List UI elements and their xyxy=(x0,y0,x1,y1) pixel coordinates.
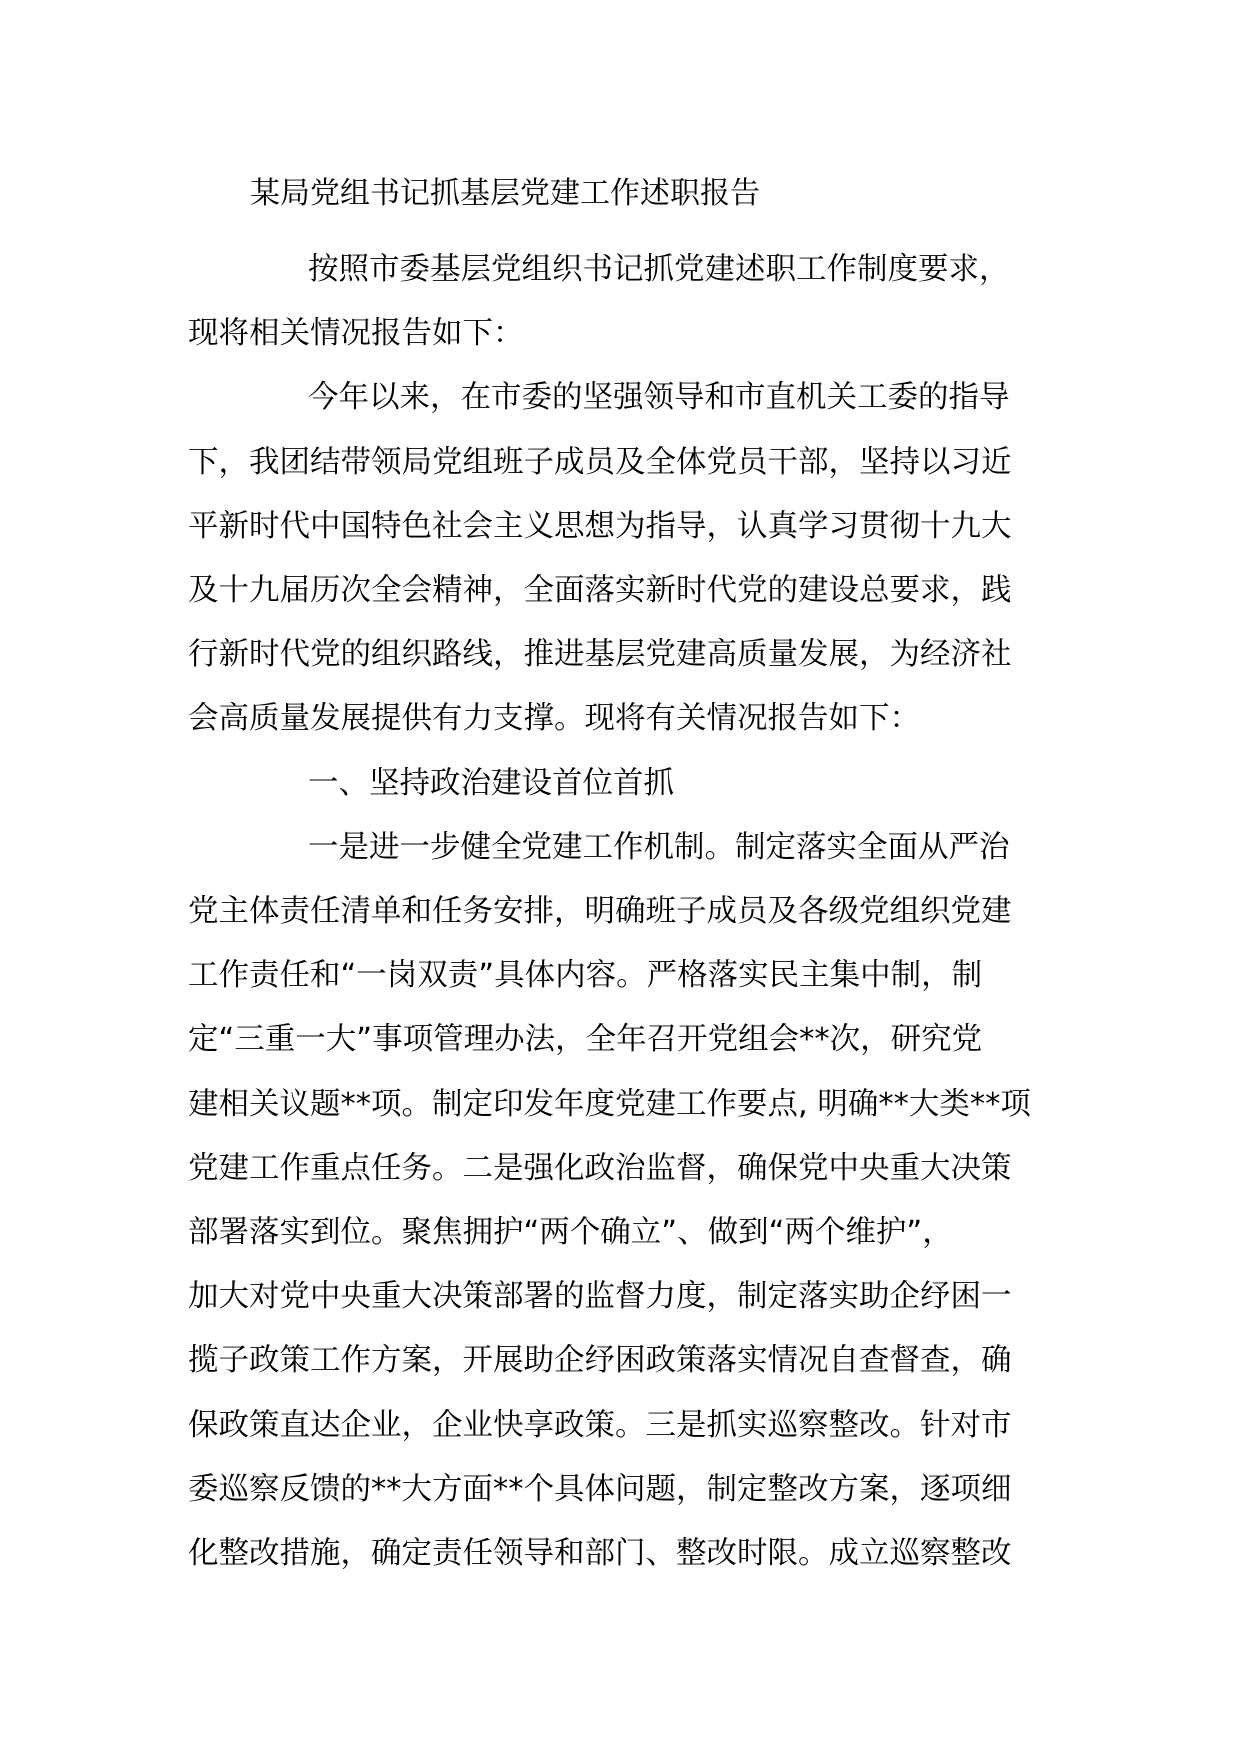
paragraph-section-one xyxy=(188,816,1056,1586)
text-line: 按照市委基层党组织书记抓党建述职工作制度要求， xyxy=(308,252,1010,287)
text-line: 工作责任和“一岗双责”具体内容。严格落实民主集中制，制 xyxy=(188,958,983,994)
paragraph-overview xyxy=(188,366,1056,751)
document-body xyxy=(188,238,1056,1586)
text-line: 定“三重一大”事项管理办法，全年召开党组会**次，研究党 xyxy=(188,1022,983,1058)
text-line: 今年以来，在市委的坚强领导和市直机关工委的指导 xyxy=(308,380,1010,416)
text-line: 党主体责任清单和任务安排，明确班子成员及各级党组织党建 xyxy=(188,894,1012,930)
text-line: 揽子政策工作方案，开展助企纾困政策落实情况自查督查，确 xyxy=(188,1343,1012,1379)
text-line: 会高质量发展提供有力支撑。现将有关情况报告如下： xyxy=(188,701,920,737)
text-line: 建相关议题**项。制定印发年度党建工作要点, 明确**大类**项 xyxy=(188,1086,1031,1122)
text-line: 保政策直达企业，企业快享政策。三是抓实巡察整改。针对市 xyxy=(188,1407,1012,1443)
text-line: 平新时代中国特色社会主义思想为指导，认真学习贯彻十九大 xyxy=(188,508,1012,544)
text-line: 一是进一步健全党建工作机制。制定落实全面从严治 xyxy=(308,829,1010,865)
text-line: 部署落实到位。聚焦拥护“两个确立”、做到“两个维护”， xyxy=(188,1215,953,1251)
section-heading xyxy=(188,752,1056,816)
text-line: 行新时代党的组织路线，推进基层党建高质量发展，为经济社 xyxy=(188,637,1012,673)
text-line: 一、坚持政治建设首位首抓 xyxy=(308,765,674,801)
text-line: 及十九届历次全会精神，全面落实新时代党的建设总要求，践 xyxy=(188,573,1012,609)
text-line: 委巡察反馈的**大方面**个具体问题，制定整改方案，逐项细 xyxy=(188,1471,1012,1507)
text-line: 下，我团结带领局党组班子成员及全体党员干部，坚持以习近 xyxy=(188,444,1012,480)
text-line: 化整改措施，确定责任领导和部门、整改时限。成立巡察整改 xyxy=(188,1536,1012,1572)
text-line: 加大对党中央重大决策部署的监督力度，制定落实助企纾困一 xyxy=(188,1279,1012,1315)
document-title: 某局党组书记抓基层党建工作述职报告 xyxy=(250,176,760,211)
text-line: 党建工作重点任务。二是强化政治监督，确保党中央重大决策 xyxy=(188,1150,1012,1186)
paragraph-intro xyxy=(188,238,1056,366)
text-line: 现将相关情况报告如下： xyxy=(188,316,524,352)
